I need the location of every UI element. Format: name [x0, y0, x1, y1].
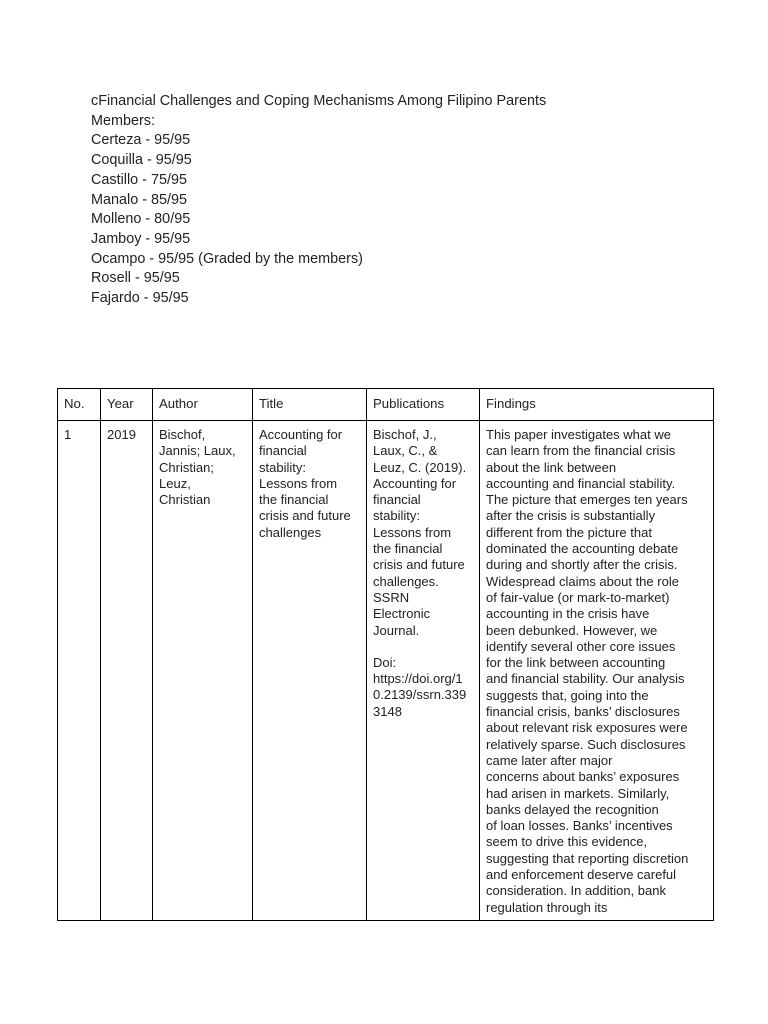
document-title: cFinancial Challenges and Coping Mechanisms Among Filipino Parents: [91, 93, 547, 109]
document-header: [91, 92, 546, 309]
member-entry: Coquilla - 95/95: [91, 152, 192, 169]
literature-table: [57, 388, 714, 921]
column-header-publications: Publications: [367, 389, 480, 421]
cell-publications: [367, 421, 480, 921]
publication-doi: Doi: https://doi.org/1 0.2139/ssrn.339 3148: [373, 654, 467, 719]
member-entry: Castillo - 75/95: [91, 171, 187, 188]
member-entry: Manalo - 85/95: [91, 191, 187, 208]
table-header-row: [58, 389, 714, 421]
column-header-author: Author: [153, 389, 253, 421]
cell-findings: This paper investigates what we can learn from the financial crisis about the link between accounting and financial stability. The picture that emerges ten years after the crisis is substantially different from the picture that dominated the accounting debate during and shortly after the crisis. Widespread claims about the role of fair-value (or mark-to-market) accounting in the crisis have been debunked. However, we identify several other core issues for the link between accounting and financial stability. Our analysis suggests that, going into the financial crisis, banks’ disclosures about relevant risk exposures were relatively sparse. Such disclosures came later after major concerns about banks’ exposures had arisen in markets. Similarly, banks delayed the recognition of loan losses. Banks’ incentives seem to drive this evidence, suggesting that reporting discretion and enforcement deserve careful consideration. In addition, bank regulation through its: [480, 421, 714, 921]
column-header-title: Title: [253, 389, 367, 421]
member-entry: Ocampo - 95/95 (Graded by the members): [91, 250, 363, 267]
column-header-year: Year: [101, 389, 153, 421]
cell-title: Accounting for financial stability: Lessons from the financial crisis and future challenges: [253, 421, 367, 921]
member-entry: Jamboy - 95/95: [91, 230, 191, 247]
member-entry: Rosell - 95/95: [91, 270, 180, 287]
column-header-no: No.: [58, 389, 101, 421]
publication-citation: Bischof, J., Laux, C., & Leuz, C. (2019). Accounting for financial stability: Lessons from the financial crisis and future challenges. SSRN Electronic Journal.: [373, 427, 467, 638]
column-header-findings: Findings: [480, 389, 714, 421]
members-label: Members:: [91, 112, 155, 129]
cell-author: Bischof, Jannis; Laux, Christian; Leuz, Christian: [153, 421, 253, 921]
table-row: [58, 421, 714, 921]
member-entry: Certeza - 95/95: [91, 132, 191, 149]
cell-no: 1: [58, 421, 101, 921]
cell-year: 2019: [101, 421, 153, 921]
member-entry: Fajardo - 95/95: [91, 290, 189, 307]
member-entry: Molleno - 80/95: [91, 211, 191, 228]
